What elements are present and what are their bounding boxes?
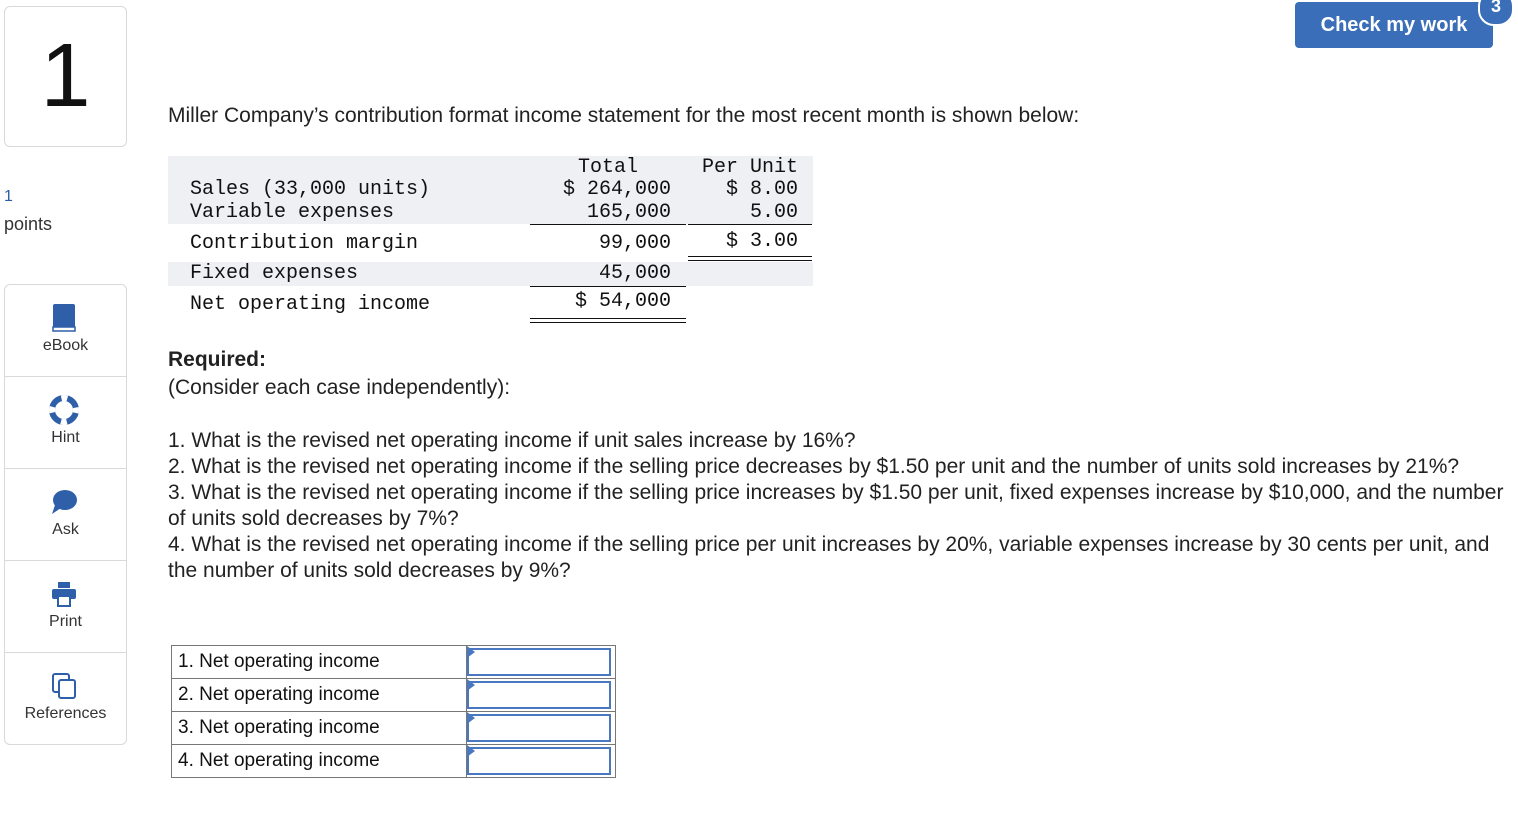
ask-button[interactable] [5,469,126,561]
row-unit-sales: $ 8.00 [725,178,798,201]
row-label-fixed: Fixed expenses [190,262,359,285]
input-marker [467,712,475,724]
question-item: 1. What is the revised net operating income if unit sales increase by 16%? [168,429,856,452]
answer-row [172,745,616,778]
input-marker [467,646,475,658]
row-label-sales: Sales (33,000 units) [190,178,431,201]
questions-list [168,428,1508,584]
copy-pages-icon [49,671,79,701]
answer-label: 1. Net operating income [172,646,467,679]
question-number: 1 [40,26,91,126]
printer-icon [49,579,79,609]
tools-panel [4,284,127,745]
check-count-badge: 3 [1478,0,1514,26]
book-icon [49,303,79,333]
row-total-variable: 165,000 [586,201,671,224]
double-rule-net-total [530,318,686,323]
row-total-sales: $ 264,000 [562,178,671,201]
rule-contribution-unit [688,224,812,225]
question-item: 4. What is the revised net operating income if the selling price per unit increases by 20%, variable expenses increase by 30 cents per unit, and the number of units sold decreases by 9%? [168,533,1490,582]
answer-row [172,679,616,712]
ebook-button[interactable] [5,285,126,377]
question-item: 3. What is the revised net operating income if the selling price increases by $1.50 per unit, fixed expenses increase by $10,000, and the number of units sold decreases by 7%? [168,481,1504,530]
lifebuoy-icon [49,395,79,425]
references-button[interactable] [5,653,126,744]
question-item: 2. What is the revised net operating income if the selling price decreases by $1.50 per unit and the number of units sold increases by 21%? [168,455,1460,478]
answer-label: 2. Net operating income [172,679,467,712]
consider-note: (Consider each case independently): [168,376,511,399]
required-heading: Required: [168,348,267,371]
row-unit-variable: 5.00 [749,201,798,224]
print-label: Print [49,613,82,630]
references-label: References [24,705,107,722]
double-rule-unit [688,256,812,261]
input-marker [467,679,475,691]
answer-row [172,646,616,679]
row-label-net: Net operating income [190,293,431,316]
col-header-total: Total [578,156,639,179]
answer-table [171,645,616,778]
row-total-fixed: 45,000 [598,262,671,285]
hint-button[interactable] [5,377,126,469]
answer-input-2[interactable] [467,681,611,709]
row-total-contribution: 99,000 [598,232,671,255]
row-total-net: $ 54,000 [574,290,671,313]
row-label-contribution: Contribution margin [190,232,419,255]
row-unit-contribution: $ 3.00 [725,230,798,253]
hint-label: Hint [51,429,80,446]
speech-bubble-icon [49,487,79,517]
answer-input-3[interactable] [467,714,611,742]
row-label-variable: Variable expenses [190,201,395,224]
problem-intro: Miller Company’s contribution format income statement for the most recent month is shown below: [168,104,1080,127]
answer-row [172,712,616,745]
ask-label: Ask [52,521,79,538]
points-value: 1 [4,188,13,205]
answer-label: 3. Net operating income [172,712,467,745]
points-label: points [4,214,53,234]
question-number-box [4,6,127,147]
answer-input-1[interactable] [467,648,611,676]
ebook-label: eBook [42,337,89,354]
input-marker [467,745,475,757]
rule-net-total [530,286,686,287]
print-button[interactable] [5,561,126,653]
col-header-per-unit: Per Unit [702,156,799,179]
rule-contribution-total [530,224,686,225]
answer-input-4[interactable] [467,747,611,775]
check-my-work-button[interactable]: Check my work [1295,2,1493,48]
answer-label: 4. Net operating income [172,745,467,778]
